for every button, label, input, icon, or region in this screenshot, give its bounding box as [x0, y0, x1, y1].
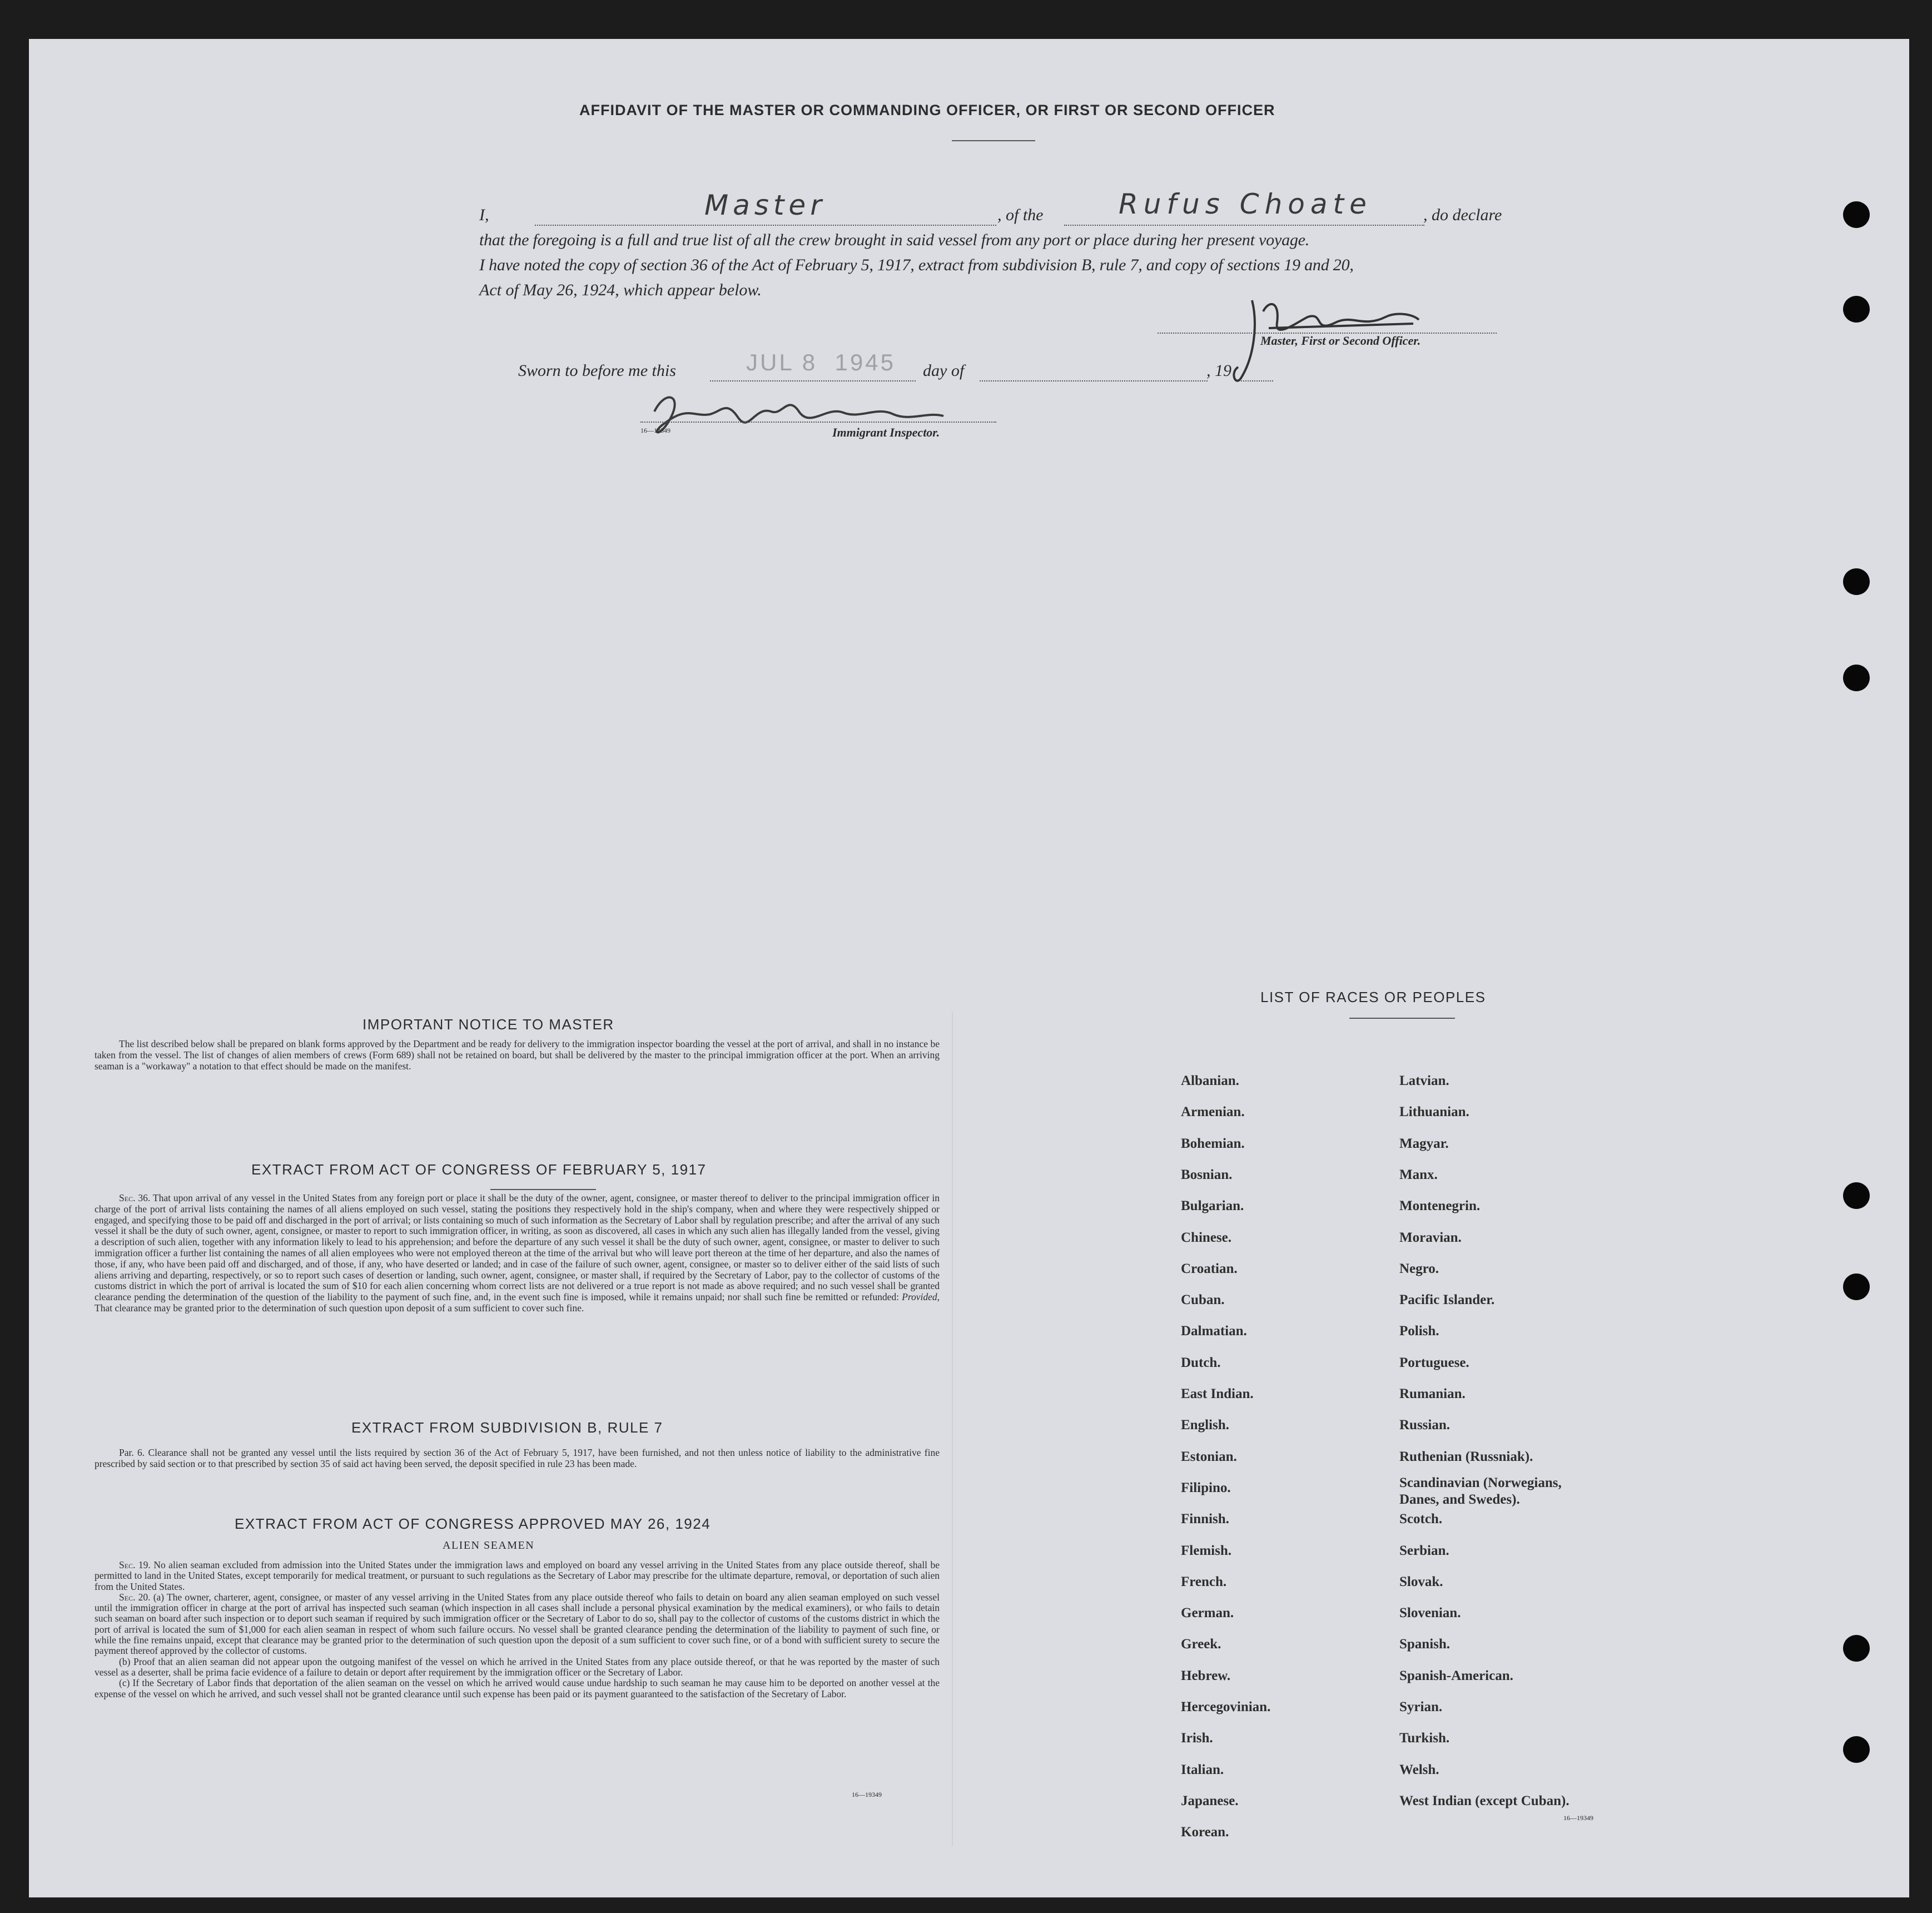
- race-item: East Indian.: [1181, 1386, 1254, 1401]
- race-item: Spanish-American.: [1399, 1668, 1513, 1683]
- extract-1917-text: [95, 1193, 940, 1314]
- extract-rule7-heading: EXTRACT FROM SUBDIVISION B, RULE 7: [351, 1419, 663, 1436]
- sec-20a-text: (a) The owner, charterer, agent, consignee, or master of any vessel arriving in the United States from any place outside thereof who fails to detain on board any alien seaman employed on such vessel until the immigration officer in charge at the port of arrival has inspected such seaman (which inspection in all cases shall include a personal physical examination by the medical examiners), or who fails to detain such seaman on board after such inspection or to deport such seaman if required by such immigration officer or the Secretary of Labor to do so, shall pay to the collector of customs of the customs district in which the port of arrival is located the sum of $1,000 for each alien seaman in respect of whom such failure occurs. No vessel shall be granted clearance pending the determination of the liability to payment of such fine, or while the fine remains unpaid, except that clearance may be granted prior to the determination of such question upon the deposit of a sum sufficient to cover such fine, or of a bond with sufficient surety to secure the payment thereof approved by the collector of customs.: [95, 1591, 940, 1657]
- affidavit-title: AFFIDAVIT OF THE MASTER OR COMMANDING OFFICER, OR FIRST OR SECOND OFFICER: [579, 102, 1275, 118]
- race-item: Bulgarian.: [1181, 1198, 1244, 1214]
- inspector-blank: [640, 422, 996, 423]
- race-item: Scandinavian (Norwegians, Danes, and Swedes).: [1399, 1475, 1562, 1507]
- races-heading: LIST OF RACES OR PEOPLES: [1260, 989, 1486, 1005]
- affidavit-line-2: that the foregoing is a full and true list of all the crew brought in said vessel from any port or place during her present voyage.: [479, 231, 1310, 249]
- race-item: Hercegovinian.: [1181, 1699, 1271, 1714]
- race-item: Slovenian.: [1399, 1605, 1461, 1621]
- race-item: Armenian.: [1181, 1104, 1245, 1120]
- inspector-caption: Immigrant Inspector.: [832, 425, 940, 439]
- rule7-paragraph: Par. 6. Clearance shall not be granted any vessel until the lists required by section 36 of the Act of February 5, 1917, have been furnished, and not then unless notice of liability to the administrative fine prescribed by said section or to that prescribed by section 35 of said act having been served, the deposit specified in rule 23 has been made.: [95, 1447, 940, 1469]
- document-sheet: [29, 39, 1909, 1897]
- race-item: Greek.: [1181, 1637, 1221, 1652]
- sec-19-label: Sec. 19.: [119, 1559, 151, 1570]
- race-item: Filipino.: [1181, 1480, 1231, 1495]
- rank-handwritten[interactable]: Master: [704, 189, 826, 221]
- year-blank: [1241, 380, 1273, 381]
- sec-36-text: That upon arrival of any vessel in the United States from any foreign port or place it shall be the duty of the owner, agent, consignee, or master thereof to deliver to the principal immigration officer in charge of the port of arrival lists containing the names of all aliens employed on such vessel, stating the positions they respectively hold in the ship's company, when and where they were respectively shipped or engaged, and specifying those to be paid off and discharged in the port of arrival; or lists containing so much of such information as the Secretary of Labor shall by regulation prescribe; and after the arrival of any such vessel it shall be the duty of such owner, agent, consignee, or master to report to such immigration officer, in writing, as soon as discovered, all cases in which any such alien has illegally landed from the vessel, giving a description of such alien, together with any information likely to lead to his apprehension; and before the departure of any such vessel it shall be the duty of such owner, agent, consignee, or master to deliver to such immigration officer a further list containing the names of all alien employees who were not employed thereon at the time of the arrival but who will leave port thereon at the time of her departure, and also the names of those, if any, who have been paid off and discharged, and of those, if any, who have deserted or landed; and in case of the failure of such owner, agent, consignee, or master so to deliver either of the said lists of such aliens arriving and departing, respectively, or so to report such cases of desertion or landing, such owner, agent, consignee, or master shall, if required by the Secretary of Labor, pay to the collector of customs of the customs district in which the port of arrival is located the sum of $10 for each alien concerning whom correct lists are not delivered or a true report is not made as above required; and no such vessel shall be granted clearance pending the determination of the question of the liability to the payment of such fine, and, in the event such fine is imposed, while it remains unpaid; nor shall such fine be remitted or refunded:: [95, 1192, 940, 1303]
- sec-36-text-end: That clearance may be granted prior to the determination of such question upon deposit of a sum sufficient to cover such fine.: [95, 1302, 584, 1314]
- punch-hole: [1843, 296, 1870, 323]
- races-rule: [1349, 1018, 1455, 1019]
- race-item: Bohemian.: [1181, 1136, 1245, 1151]
- inspector-signature: [643, 373, 955, 456]
- notice-paragraph: The list described below shall be prepared on blank forms approved by the Department and be ready for delivery to the immigration inspector boarding the vessel at the port of arrival, and shall in no instance be taken from the vessel. The list of changes of alien members of crews (Form 689) shall not be retained on board, but shall be delivered by the master to the principal immigration officer at the port. When an arriving seaman is a "workaway" a notation to that effect should be made on the manifest.: [95, 1038, 940, 1072]
- year-label: , 19: [1206, 361, 1231, 380]
- punch-hole: [1843, 1635, 1870, 1662]
- extract-form-number: 16—19349: [852, 1791, 882, 1798]
- race-item: Moravian.: [1399, 1230, 1462, 1245]
- sec-36-label: Sec. 36.: [119, 1192, 151, 1203]
- month-blank: [980, 380, 1208, 381]
- race-item: Cuban.: [1181, 1292, 1225, 1308]
- race-item: Dutch.: [1181, 1355, 1221, 1370]
- race-item: Syrian.: [1399, 1699, 1443, 1714]
- extract-1917-heading: EXTRACT FROM ACT OF CONGRESS OF FEBRUARY 5, 1917: [251, 1161, 707, 1178]
- race-item: Slovak.: [1399, 1574, 1443, 1589]
- affidavit-form-number: 16—19349: [640, 427, 671, 434]
- punch-hole: [1843, 1182, 1870, 1209]
- races-form-number: 16—19349: [1563, 1814, 1593, 1822]
- race-item: Negro.: [1399, 1261, 1439, 1276]
- race-item: German.: [1181, 1605, 1234, 1621]
- race-item: Chinese.: [1181, 1230, 1231, 1245]
- date-stamp: JUL 8 1945: [746, 349, 896, 375]
- extract-rule7-text: [95, 1447, 940, 1469]
- race-item: Russian.: [1399, 1418, 1451, 1433]
- race-item: Korean.: [1181, 1825, 1229, 1840]
- race-item: Scotch.: [1399, 1511, 1443, 1527]
- race-item: Flemish.: [1181, 1543, 1231, 1558]
- race-item: Hebrew.: [1181, 1668, 1231, 1683]
- race-item: Japanese.: [1181, 1793, 1239, 1808]
- race-item: Ruthenian (Russniak).: [1399, 1449, 1533, 1464]
- race-item: Turkish.: [1399, 1731, 1450, 1746]
- race-item: Dalmatian.: [1181, 1324, 1247, 1339]
- sec-20c-text: (c) If the Secretary of Labor finds that deportation of the alien seaman on the vessel on which he arrived would cause undue hardship to such seaman he may cause him to be deported on another vessel at the expense of the vessel on which he arrived, and such vessel shall not be granted clearance until such expense has been paid or its payment guaranteed to the satisfaction of the Secretary of Labor.: [95, 1677, 940, 1699]
- race-item: Lithuanian.: [1399, 1104, 1469, 1120]
- extract-1924-text: [95, 1560, 940, 1699]
- notice-heading: IMPORTANT NOTICE TO MASTER: [362, 1016, 614, 1033]
- race-item: Croatian.: [1181, 1261, 1238, 1276]
- day-of-label: day of: [923, 361, 965, 380]
- extract-1917-rule: [490, 1189, 596, 1190]
- sworn-label: Sworn to before me this: [518, 361, 676, 380]
- signature-caption: Master, First or Second Officer.: [1260, 334, 1421, 348]
- race-item: Portuguese.: [1399, 1355, 1469, 1370]
- race-item: English.: [1181, 1418, 1229, 1433]
- race-item: Rumanian.: [1399, 1386, 1466, 1401]
- rank-blank: [535, 225, 996, 226]
- notice-text: [95, 1038, 940, 1072]
- affidavit-line-3: I have noted the copy of section 36 of the Act of February 5, 1917, extract from subdivision B, rule 7, and copy of sections 19 and 20,: [479, 256, 1354, 274]
- crease: [952, 1012, 953, 1846]
- race-item: Serbian.: [1399, 1543, 1449, 1558]
- race-item: Magyar.: [1399, 1136, 1449, 1151]
- punch-hole: [1843, 568, 1870, 595]
- punch-hole: [1843, 201, 1870, 228]
- i-label: I,: [479, 206, 489, 224]
- declare-label: , do declare: [1423, 206, 1502, 224]
- race-item: Polish.: [1399, 1324, 1439, 1339]
- race-item: Spanish.: [1399, 1637, 1451, 1652]
- race-item: Welsh.: [1399, 1762, 1439, 1777]
- affidavit-line-4: Act of May 26, 1924, which appear below.: [479, 281, 762, 299]
- race-item: French.: [1181, 1574, 1227, 1589]
- race-item: Manx.: [1399, 1167, 1438, 1182]
- race-item: Bosnian.: [1181, 1167, 1233, 1182]
- sec-19-text: No alien seaman excluded from admission into the United States under the immigration laws and employed on board any vessel arriving in the United States from any place outside thereof, shall be permitted to land in the United States, except temporarily for medical treatment, or pursuant to such regulations as the Secretary of Labor may prescribe for the ultimate departure, removal, or deportation of such alien from the United States.: [95, 1559, 940, 1592]
- sec-20b-text: (b) Proof that an alien seaman did not appear upon the outgoing manifest of the vessel on which he arrived in the United States from any place outside thereof, or that he was reported by the master of such vessel as a deserter, shall be prima facie evidence of a failure to detain or deport after requirement by the immigration officer or the Secretary of Labor.: [95, 1656, 940, 1678]
- race-item: Estonian.: [1181, 1449, 1237, 1464]
- alien-seamen-subheading: ALIEN SEAMEN: [443, 1539, 535, 1552]
- vessel-blank: [1064, 225, 1424, 226]
- sec-20-label: Sec. 20.: [119, 1591, 151, 1603]
- race-item: West Indian (except Cuban).: [1399, 1793, 1570, 1808]
- punch-hole: [1843, 1736, 1870, 1763]
- title-rule: [952, 140, 1035, 141]
- of-the-label: , of the: [997, 206, 1044, 224]
- vessel-handwritten[interactable]: Rufus Choate: [1119, 188, 1372, 220]
- race-item: Irish.: [1181, 1731, 1213, 1746]
- punch-hole: [1843, 665, 1870, 691]
- race-item: Pacific Islander.: [1399, 1292, 1495, 1308]
- provided-label: Provided,: [902, 1291, 940, 1303]
- race-item: Italian.: [1181, 1762, 1224, 1777]
- race-item: Albanian.: [1181, 1073, 1239, 1088]
- extract-1924-heading: EXTRACT FROM ACT OF CONGRESS APPROVED MAY 26, 1924: [235, 1515, 711, 1532]
- punch-hole: [1843, 1273, 1870, 1300]
- race-item: Montenegrin.: [1399, 1198, 1481, 1214]
- race-item: Finnish.: [1181, 1511, 1229, 1527]
- race-item: Latvian.: [1399, 1073, 1449, 1088]
